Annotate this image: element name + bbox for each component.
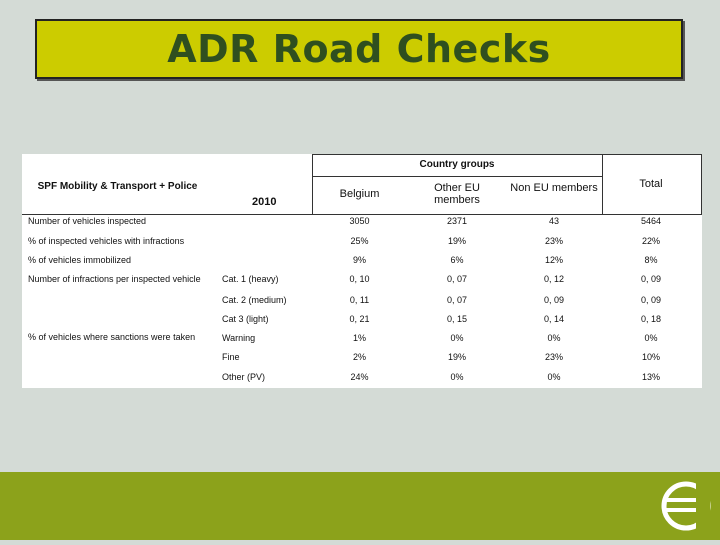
euro-logo-icon	[652, 472, 720, 540]
value-other-eu: 0, 07	[446, 295, 468, 305]
value-total: 0, 09	[640, 295, 662, 305]
value-belgium: 3050	[349, 216, 370, 226]
value-non-eu: 0%	[547, 333, 561, 343]
value-other-eu: 0, 07	[446, 274, 468, 284]
value-non-eu: 0, 14	[543, 314, 565, 324]
value-non-eu: 23%	[544, 236, 563, 246]
row-sublabel: Other (PV)	[222, 372, 266, 382]
value-total: 0, 18	[640, 314, 662, 324]
value-total: 0, 09	[640, 274, 662, 284]
org-label: SPF Mobility & Transport + Police	[37, 181, 198, 192]
value-other-eu: 0, 15	[446, 314, 468, 324]
value-non-eu: 0, 12	[543, 274, 565, 284]
title-banner	[35, 19, 683, 79]
value-total: 22%	[641, 236, 660, 246]
row-sublabel: Cat. 2 (medium)	[222, 295, 287, 305]
value-belgium: 0, 10	[349, 274, 370, 284]
row-sublabel: Cat 3 (light)	[222, 314, 269, 324]
value-non-eu: 23%	[544, 352, 563, 362]
value-belgium: 25%	[350, 236, 369, 246]
value-other-eu: 19%	[447, 236, 466, 246]
value-total: 0%	[644, 333, 658, 343]
value-other-eu: 19%	[447, 352, 466, 362]
row-label: Number of vehicles inspected	[28, 216, 147, 226]
row-label: % of vehicles where sanctions were taken	[28, 332, 196, 342]
value-non-eu: 0%	[547, 372, 561, 382]
group-header-divider	[312, 176, 602, 177]
row-label: % of inspected vehicles with infractions	[28, 236, 185, 246]
value-other-eu: 6%	[450, 255, 464, 265]
table-border-right	[701, 154, 702, 214]
row-label: Number of infractions per inspected vehicle	[28, 274, 201, 284]
row-label: % of vehicles immobilized	[28, 255, 132, 265]
col-other-eu: Other EU members	[434, 182, 480, 206]
value-belgium: 24%	[350, 372, 369, 382]
value-total: 13%	[641, 372, 660, 382]
value-total: 10%	[641, 352, 660, 362]
value-total: 8%	[644, 255, 658, 265]
row-sublabel: Cat. 1 (heavy)	[222, 274, 279, 284]
col-belgium: Belgium	[339, 188, 380, 200]
value-other-eu: 2371	[446, 216, 468, 226]
header-bottom-line	[22, 214, 702, 215]
value-non-eu: 12%	[544, 255, 563, 265]
value-belgium: 0, 21	[349, 314, 370, 324]
statistics-table	[22, 154, 702, 388]
row-sublabel: Fine	[222, 352, 240, 362]
year-label: 2010	[252, 196, 277, 208]
country-groups-header: Country groups	[419, 159, 495, 170]
page-title: ADR Road Checks	[167, 27, 551, 71]
value-non-eu: 0, 09	[543, 295, 565, 305]
value-belgium: 0, 11	[349, 295, 370, 305]
col-non-eu: Non EU members	[510, 182, 598, 194]
group-right-border	[602, 154, 603, 214]
value-belgium: 1%	[352, 333, 366, 343]
row-sublabel: Warning	[222, 333, 256, 343]
footer-bar	[0, 472, 720, 540]
table-border-top	[312, 154, 702, 155]
value-total: 5464	[640, 216, 662, 226]
value-other-eu: 0%	[450, 333, 464, 343]
value-belgium: 9%	[352, 255, 366, 265]
value-non-eu: 43	[548, 216, 559, 226]
col-total: Total	[639, 178, 663, 190]
value-belgium: 2%	[352, 352, 366, 362]
value-other-eu: 0%	[450, 372, 464, 382]
